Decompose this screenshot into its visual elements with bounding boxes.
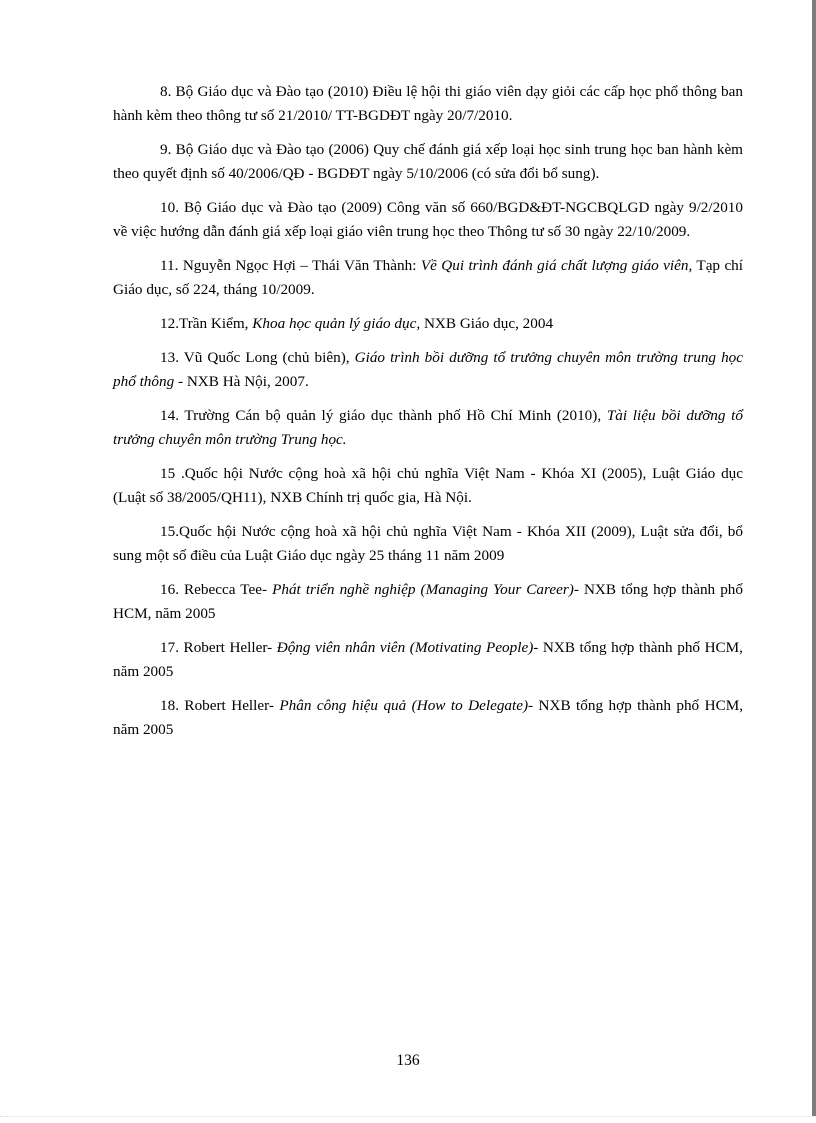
reference-text: 14. Trường Cán bộ quản lý giáo dục thành phố Hồ Chí Minh (2010),: [160, 407, 607, 424]
reference-text: Tạp chí Giáo dục, số 224, tháng 10/2009.: [113, 257, 743, 298]
reference-text: 17. Robert Heller-: [160, 639, 277, 656]
reference-text: 9. Bộ Giáo dục và Đào tạo (2006) Quy chế đánh giá xếp loại học sinh trung học ban hành kèm theo quyết định số 40/2006/QĐ - BGDĐT ngày 5/10/2006 (có sửa đổi bổ sung).: [113, 141, 743, 182]
page-number: 136: [396, 1052, 420, 1069]
reference-text: 15.Quốc hội Nước cộng hoà xã hội chủ nghĩa Việt Nam - Khóa XII (2009), Luật sửa đổi, bổ sung một số điều của Luật Giáo dục ngày 25 tháng 11 năm 2009: [113, 523, 743, 564]
reference-item: [113, 520, 743, 568]
reference-text: NXB Giáo dục, 2004: [420, 315, 554, 332]
reference-text: 16. Rebecca Tee-: [160, 581, 273, 598]
reference-title: Về Qui trình đánh giá chất lượng giáo viên,: [420, 257, 693, 274]
reference-item: [113, 694, 743, 742]
reference-text: - NXB Hà Nội, 2007.: [174, 373, 309, 390]
reference-title: Tài liệu bồi dưỡng tổ trưởng chuyên môn trường Trung học.: [113, 407, 743, 448]
reference-text: 15 .Quốc hội Nước cộng hoà xã hội chủ nghĩa Việt Nam - Khóa XI (2005), Luật Giáo dục (Luật số 38/2005/QH11), NXB Chính trị quốc gia, Hà Nội.: [113, 465, 743, 506]
reference-item: [113, 462, 743, 510]
reference-item: [113, 578, 743, 626]
reference-text: - NXB tổng hợp thành phố HCM, năm 2005: [113, 639, 743, 680]
reference-text: 12.Trần Kiểm,: [160, 315, 253, 332]
reference-item: [113, 80, 743, 128]
reference-title: Giáo trình bồi dưỡng tổ trưởng chuyên môn trường trung học phổ thông: [113, 349, 744, 390]
reference-text: 10. Bộ Giáo dục và Đào tạo (2009) Công văn số 660/BGD&ĐT-NGCBQLGD ngày 9/2/2010 về việc hướng dẫn đánh giá xếp loại giáo viên trung học theo Thông tư số 30 ngày 22/10/2009.: [113, 199, 743, 240]
reference-item: [113, 138, 743, 186]
reference-list: [113, 80, 743, 752]
reference-item: [113, 312, 743, 336]
reference-item: [113, 196, 743, 244]
reference-item: [113, 346, 743, 394]
reference-text: 11. Nguyễn Ngọc Hợi – Thái Văn Thành:: [160, 257, 421, 274]
reference-text: - NXB tổng hợp thành phố HCM, năm 2005: [113, 581, 743, 622]
reference-text: - NXB tổng hợp thành phố HCM, năm 2005: [113, 697, 743, 738]
reference-text: 13. Vũ Quốc Long (chủ biên),: [160, 349, 355, 366]
reference-title: Khoa học quản lý giáo dục,: [252, 315, 421, 332]
reference-item: [113, 254, 743, 302]
page-bottom-divider: [0, 1116, 816, 1117]
reference-item: [113, 636, 743, 684]
reference-title: Động viên nhân viên (Motivating People): [276, 639, 534, 656]
reference-item: [113, 404, 743, 452]
page-edge-shadow: [812, 0, 816, 1116]
reference-title: Phát triển nghề nghiệp (Managing Your Career): [272, 581, 574, 598]
reference-text: 8. Bộ Giáo dục và Đào tạo (2010) Điều lệ hội thi giáo viên dạy giỏi các cấp học phổ thông ban hành kèm theo thông tư số 21/2010/ TT-BGDĐT ngày 20/7/2010.: [113, 83, 743, 124]
reference-text: 18. Robert Heller-: [160, 697, 280, 714]
reference-title: Phân công hiệu quả (How to Delegate): [279, 697, 529, 714]
